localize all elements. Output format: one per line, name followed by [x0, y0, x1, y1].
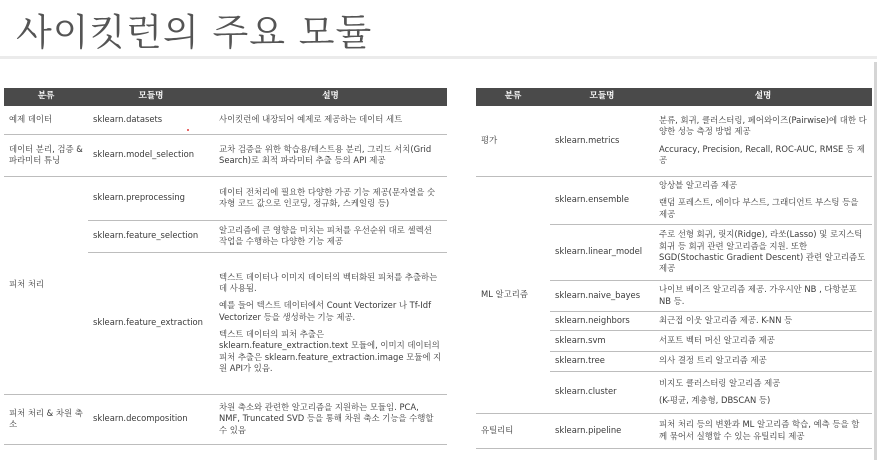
- description-cell: 데이터 전처리에 필요한 다양한 가공 기능 제공(문자열을 숫자형 코드 값으로 인코딩, 정규화, 스케일링 등): [214, 176, 447, 220]
- category-cell: 피처 처리 & 차원 축소: [4, 394, 88, 444]
- module-cell: sklearn.model_selection: [88, 134, 214, 176]
- category-cell: 피처 처리: [4, 176, 88, 394]
- header-description: 설명: [654, 88, 872, 106]
- header-module: 모듈명: [88, 88, 214, 106]
- page-title: 사이킷런의 주요 모듈: [16, 11, 373, 54]
- module-cell: sklearn.naive_bayes: [550, 280, 654, 311]
- table-row: [4, 106, 447, 134]
- description-cell: 최근접 이웃 알고리즘 제공. K-NN 등: [654, 311, 872, 330]
- category-cell: 평가: [476, 106, 550, 176]
- category-cell: 유틸리티: [476, 413, 550, 448]
- table-header-row: [476, 88, 872, 106]
- table-row: [476, 176, 872, 224]
- description-cell: 비지도 클러스터링 알고리즘 제공 (K-평균, 계층형, DBSCAN 등): [654, 371, 872, 413]
- module-cell: sklearn.ensemble: [550, 176, 654, 224]
- description-cell: 피처 처리 등의 변환과 ML 알고리즘 학습, 예측 등을 함께 묶어서 실행할 수 있는 유틸리티 제공: [654, 413, 872, 448]
- module-cell: sklearn.feature_extraction: [88, 252, 214, 394]
- description-cell: 의사 결정 트리 알고리즘 제공: [654, 351, 872, 371]
- description-cell: 서포트 벡터 머신 알고리즘 제공: [654, 330, 872, 351]
- description-cell: 교차 검증을 위한 학습용/테스트용 분리, 그리드 서치(Grid Search)로 최적 파라미터 추출 등의 API 제공: [214, 134, 447, 176]
- header-description: 설명: [214, 88, 447, 106]
- description-cell: 앙상블 알고리즘 제공 랜덤 포레스트, 에이다 부스트, 그래디언트 부스팅 등을 제공: [654, 176, 872, 224]
- module-cell: sklearn.metrics: [550, 106, 654, 176]
- title-divider: [0, 56, 877, 59]
- module-cell: sklearn.pipeline: [550, 413, 654, 448]
- module-cell: sklearn.decomposition: [88, 394, 214, 444]
- module-cell: sklearn.tree: [550, 351, 654, 371]
- header-module: 모듈명: [550, 88, 654, 106]
- category-cell: ML 알고리즘: [476, 176, 550, 413]
- description-cell: 알고리즘에 큰 영향을 미치는 피처를 우선순위 대로 셀렉션 작업을 수행하는 다양한 기능 제공: [214, 220, 447, 252]
- description-cell: 주로 선형 회귀, 릿지(Ridge), 라쏘(Lasso) 및 로지스틱 회귀 등 회귀 관련 알고리즘을 지원. 또한 SGD(Stochastic Gradient Descent) 관련 알고리즘도 제공: [654, 224, 872, 280]
- module-cell: sklearn.feature_selection: [88, 220, 214, 252]
- description-cell: 사이킷런에 내장되어 예제로 제공하는 데이터 세트: [214, 106, 447, 134]
- category-cell: 데이터 분리, 검증 & 파라미터 튜닝: [4, 134, 88, 176]
- description-cell: 텍스트 데이터나 이미지 데이터의 벡터화된 피처를 추출하는 데 사용됨. 예를 들어 텍스트 데이터에서 Count Vectorizer 나 Tf-Idf Vectorizer 등을 생성하는 기능 제공. 텍스트 데이터의 피처 추출은 sklearn.feature_extraction.text 모듈에, 이미지 데이터의 피처 추출은 sklearn.feature_extraction.image 모듈에 지원 API가 있음.: [214, 252, 447, 394]
- table-header-row: [4, 88, 447, 106]
- module-cell: sklearn.preprocessing: [88, 176, 214, 220]
- left-module-table: [4, 88, 447, 445]
- category-cell: 예제 데이터: [4, 106, 88, 134]
- table-row: [476, 106, 872, 176]
- description-cell: 분류, 회귀, 클러스터링, 페어와이즈(Pairwise)에 대한 다양한 성능 측정 방법 제공 Accuracy, Precision, Recall, ROC-AUC, RMSE 등 제공: [654, 106, 872, 176]
- module-cell: sklearn.datasets: [88, 106, 214, 134]
- module-cell: sklearn.neighbors: [550, 311, 654, 330]
- table-row: [4, 394, 447, 444]
- description-cell: 나이브 베이즈 알고리즘 제공. 가우시안 NB , 다항분포 NB 등.: [654, 280, 872, 311]
- module-cell: sklearn.linear_model: [550, 224, 654, 280]
- module-cell: sklearn.cluster: [550, 371, 654, 413]
- table-row: [4, 176, 447, 220]
- right-module-table: [476, 88, 872, 449]
- header-category: 분류: [4, 88, 88, 106]
- table-row: [476, 413, 872, 448]
- table-row: [4, 134, 447, 176]
- description-cell: 차원 축소와 관련한 알고리즘을 지원하는 모듈임. PCA, NMF, Truncated SVD 등을 통해 차원 축소 기능을 수행할 수 있음: [214, 394, 447, 444]
- header-category: 분류: [476, 88, 550, 106]
- module-cell: sklearn.svm: [550, 330, 654, 351]
